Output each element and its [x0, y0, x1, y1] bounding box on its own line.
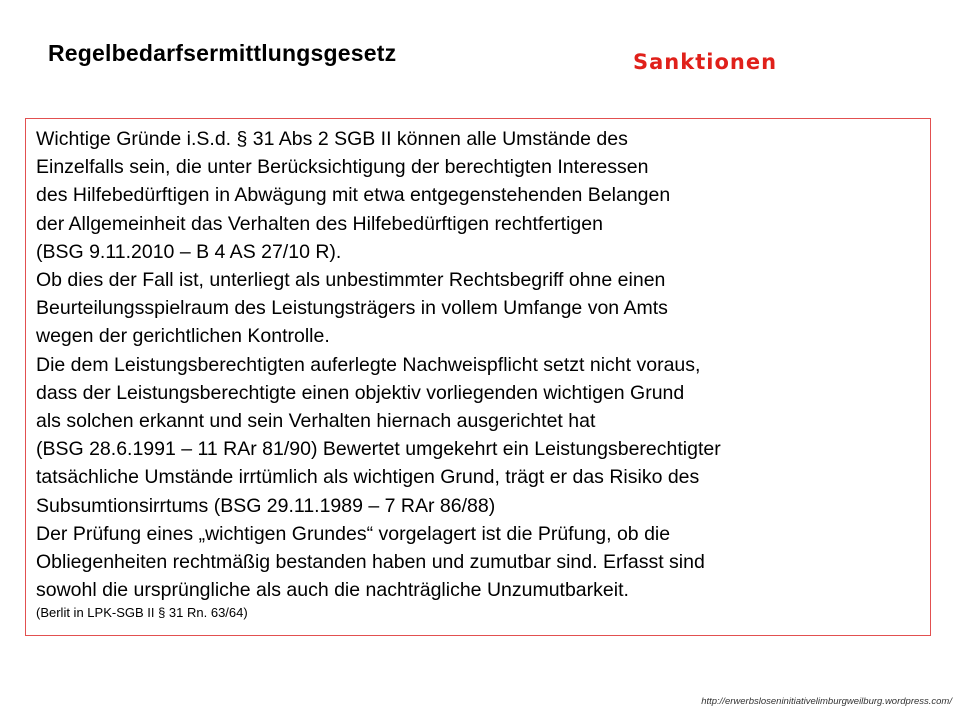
text-line: Einzelfalls sein, die unter Berücksichtigung der berechtigten Interessen: [36, 156, 649, 179]
text-line: dass der Leistungsberechtigte einen objektiv vorliegenden wichtigen Grund: [36, 381, 685, 404]
text-line: tatsächliche Umstände irrtümlich als wichtigen Grund, trägt er das Risiko des: [36, 466, 700, 489]
text-line: als solchen erkannt und sein Verhalten hiernach ausgerichtet hat: [36, 410, 596, 433]
text-line: wegen der gerichtlichen Kontrolle.: [36, 325, 330, 348]
text-line: sowohl die ursprüngliche als auch die nachträgliche Unzumutbarkeit.: [36, 579, 629, 602]
text-line: Wichtige Gründe i.S.d. § 31 Abs 2 SGB II können alle Umstände des: [36, 128, 628, 150]
text-line: (BSG 28.6.1991 – 11 RAr 81/90) Bewertet umgekehrt ein Leistungsberechtigter: [36, 438, 721, 461]
section-subtitle: Sanktionen: [633, 50, 778, 74]
text-line: der Allgemeinheit das Verhalten des Hilfebedürftigen rechtfertigen: [36, 212, 603, 235]
text-line: des Hilfebedürftigen in Abwägung mit etwa entgegenstehenden Belangen: [36, 184, 671, 207]
text-line: Obliegenheiten rechtmäßig bestanden haben und zumutbar sind. Erfasst sind: [36, 551, 705, 574]
text-box: [25, 118, 931, 636]
text-line: Der Prüfung eines „wichtigen Grundes“ vorgelagert ist die Prüfung, ob die: [36, 522, 671, 545]
text-line: Die dem Leistungsberechtigten auferlegte Nachweispflicht setzt nicht voraus,: [36, 353, 701, 376]
footer-url[interactable]: http://erwerbsloseninitiativelimburgweilburg.wordpress.com/: [701, 696, 952, 707]
citation: (Berlit in LPK-SGB II § 31 Rn. 63/64): [36, 605, 248, 621]
page-title: Regelbedarfsermittlungsgesetz: [48, 40, 397, 66]
text-line: Ob dies der Fall ist, unterliegt als unbestimmter Rechtsbegriff ohne einen: [36, 269, 666, 292]
text-line: (BSG 9.11.2010 – B 4 AS 27/10 R).: [36, 240, 342, 263]
text-line: Subsumtionsirrtums (BSG 29.11.1989 – 7 RAr 86/88): [36, 494, 496, 517]
text-line: Beurteilungsspielraum des Leistungsträgers in vollem Umfange von Amts: [36, 297, 668, 320]
